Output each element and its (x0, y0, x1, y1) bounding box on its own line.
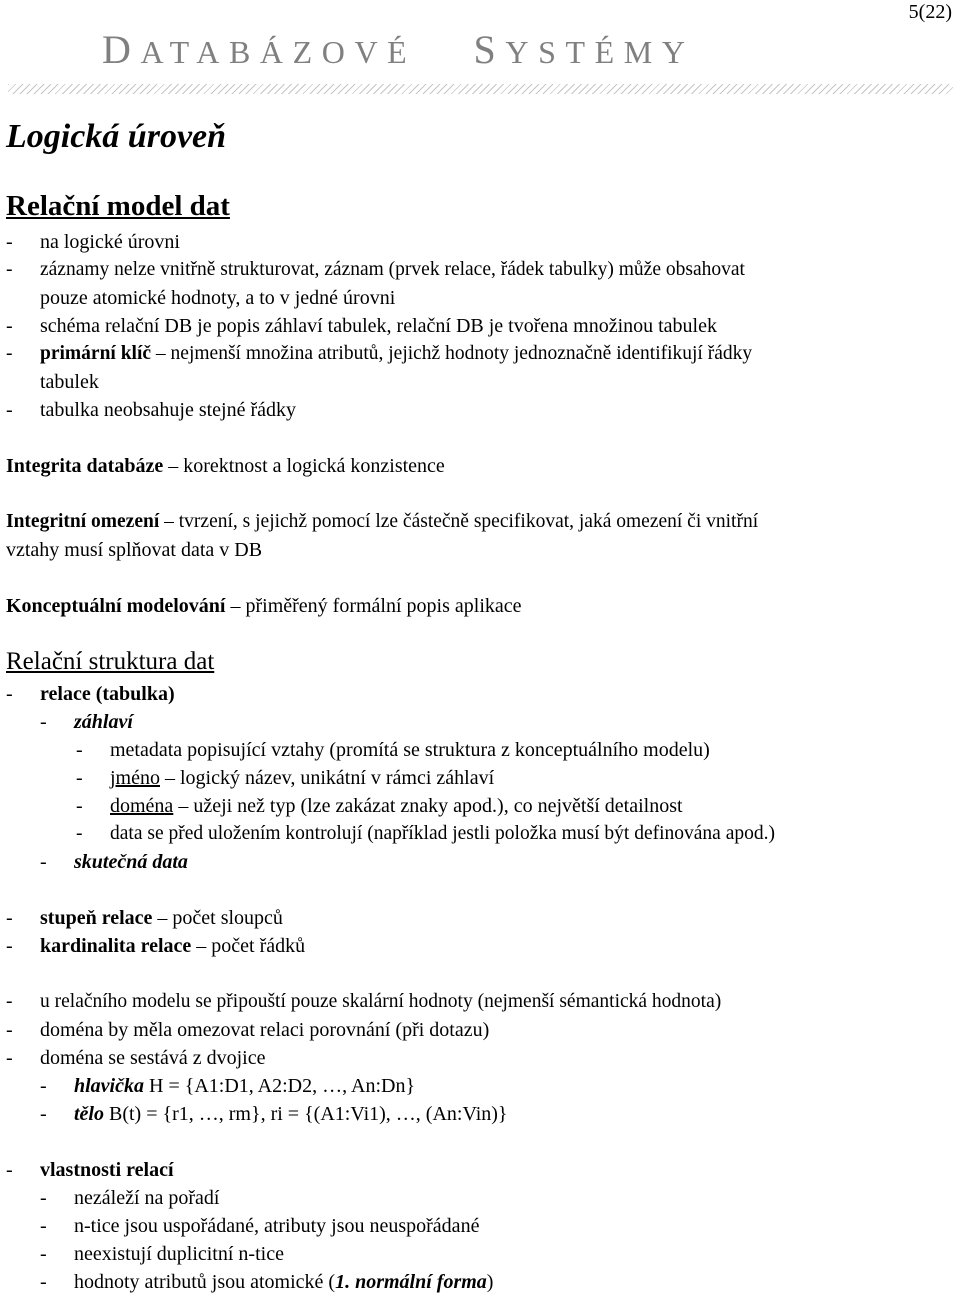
definition-integrity-constraint: Integritní omezení – tvrzení, s jejichž pomocí lze částečně specifikovat, jaká omezení či vnitřní (6, 511, 759, 532)
definition-conceptual-modeling: Konceptuální modelování – přiměřený formální popis aplikace (6, 595, 522, 617)
definition-integrity: Integrita databáze – korektnost a logická konzistence (6, 455, 445, 477)
header-title (102, 26, 695, 73)
header-initial-2: S (473, 27, 506, 72)
page-title: Logická úroveň (6, 118, 227, 155)
header-initial-1: D (102, 27, 141, 72)
list-item-continuation: pouze atomické hodnoty, a to v jedné úrovni (40, 287, 396, 309)
definition-continuation: vztahy musí splňovat data v DB (6, 539, 263, 561)
page-number: 5(22) (908, 1, 952, 23)
list-item-continuation: tabulek (40, 371, 99, 393)
header-word-2: YSTÉMY (505, 34, 695, 70)
section-heading-relational-structure: Relační struktura dat (6, 648, 215, 675)
header-divider (8, 84, 953, 94)
section-heading-relational-model: Relační model dat (6, 190, 230, 222)
term-primary-key: primární klíč (40, 343, 152, 364)
header-word-1: ATABÁZOVÉ (140, 34, 417, 70)
